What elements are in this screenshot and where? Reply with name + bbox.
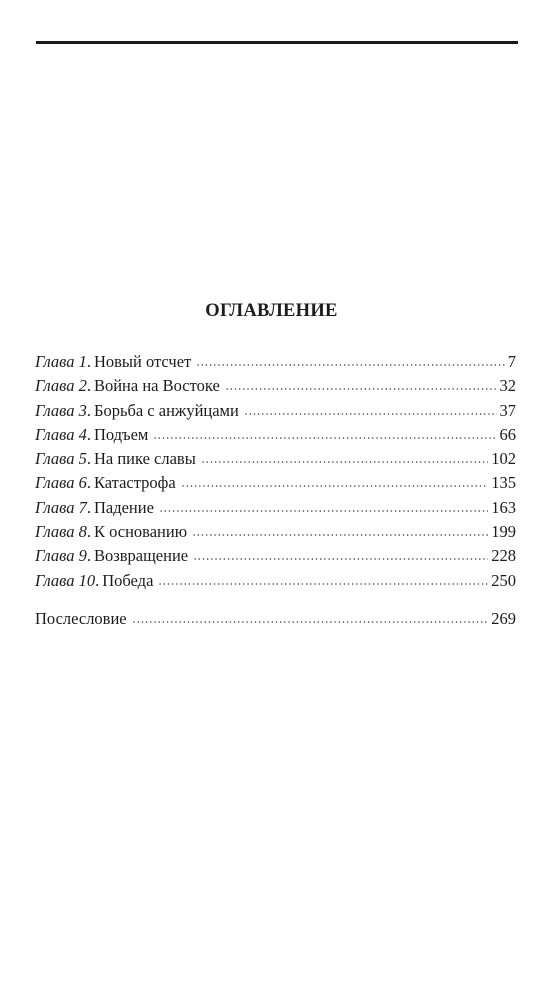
dot-leader bbox=[201, 461, 488, 463]
prefix-period: . bbox=[86, 352, 91, 371]
page-number: 7 bbox=[507, 352, 516, 371]
toc-entry-chapter-1[interactable] bbox=[35, 350, 516, 374]
chapter-title: Новый отсчет bbox=[93, 352, 192, 371]
toc-entry-chapter-9[interactable] bbox=[35, 544, 516, 568]
table-of-contents bbox=[35, 350, 516, 631]
toc-entry-chapter-6[interactable] bbox=[35, 471, 516, 495]
chapter-title: Катастрофа bbox=[93, 473, 176, 493]
chapter-prefix: Глава 8 bbox=[35, 522, 87, 542]
chapter-title: На пике славы bbox=[93, 449, 196, 469]
page-number: 32 bbox=[499, 376, 516, 396]
chapter-title: Борьба с анжуйцами bbox=[93, 400, 239, 420]
dot-leader bbox=[196, 364, 505, 366]
chapter-title: Подъем bbox=[93, 424, 149, 444]
chapter-title: К основанию bbox=[93, 522, 188, 542]
prefix-period: . bbox=[95, 570, 100, 590]
toc-entry-chapter-4[interactable] bbox=[35, 423, 516, 447]
chapter-prefix: Глава 1 bbox=[35, 352, 87, 371]
page-number: 102 bbox=[491, 449, 516, 469]
dot-leader bbox=[153, 437, 496, 439]
chapter-prefix: Глава 9 bbox=[35, 546, 87, 566]
dot-leader bbox=[159, 510, 488, 512]
chapter-prefix: Глава 6 bbox=[35, 473, 87, 493]
toc-entry-chapter-3[interactable] bbox=[35, 399, 516, 423]
dot-leader bbox=[158, 583, 488, 585]
header-rule bbox=[36, 41, 518, 44]
prefix-period: . bbox=[86, 449, 91, 469]
chapter-prefix: Глава 2 bbox=[35, 376, 87, 396]
chapter-prefix: Глава 4 bbox=[35, 424, 87, 444]
chapter-title: Война на Востоке bbox=[93, 376, 220, 396]
chapter-title: Падение bbox=[93, 497, 154, 517]
page-number: 250 bbox=[491, 570, 516, 590]
prefix-period: . bbox=[86, 400, 91, 420]
page-number: 163 bbox=[491, 497, 516, 517]
toc-entry-chapter-8[interactable] bbox=[35, 520, 516, 544]
dot-leader bbox=[193, 558, 488, 560]
page-number: 66 bbox=[499, 424, 516, 444]
chapter-prefix: Глава 7 bbox=[35, 497, 87, 517]
chapter-prefix: Глава 10 bbox=[35, 570, 96, 590]
page-number: 37 bbox=[499, 400, 516, 420]
toc-heading: ОГЛАВЛЕНИЕ bbox=[205, 301, 338, 321]
dot-leader bbox=[132, 621, 489, 623]
prefix-period: . bbox=[86, 376, 91, 396]
chapter-prefix: Глава 3 bbox=[35, 400, 87, 420]
page-number: 135 bbox=[491, 473, 516, 493]
prefix-period: . bbox=[86, 473, 91, 493]
prefix-period: . bbox=[86, 497, 91, 517]
chapter-title: Победа bbox=[102, 570, 154, 590]
dot-leader bbox=[181, 485, 489, 487]
toc-entry-chapter-5[interactable] bbox=[35, 447, 516, 471]
toc-entry-afterword[interactable] bbox=[35, 607, 516, 631]
chapter-prefix: Глава 5 bbox=[35, 449, 87, 469]
prefix-period: . bbox=[86, 424, 91, 444]
dot-leader bbox=[244, 413, 497, 415]
page-number: 269 bbox=[491, 608, 516, 628]
toc-entry-chapter-7[interactable] bbox=[35, 496, 516, 520]
dot-leader bbox=[225, 388, 497, 390]
prefix-period: . bbox=[86, 522, 91, 542]
toc-entry-chapter-2[interactable] bbox=[35, 374, 516, 398]
page-number: 228 bbox=[491, 546, 516, 566]
toc-entry-chapter-10[interactable] bbox=[35, 569, 516, 593]
chapter-title: Возвращение bbox=[93, 546, 189, 566]
prefix-period: . bbox=[86, 546, 91, 566]
afterword-title: Послесловие bbox=[35, 608, 127, 628]
page-number: 199 bbox=[491, 522, 516, 542]
dot-leader bbox=[192, 534, 488, 536]
